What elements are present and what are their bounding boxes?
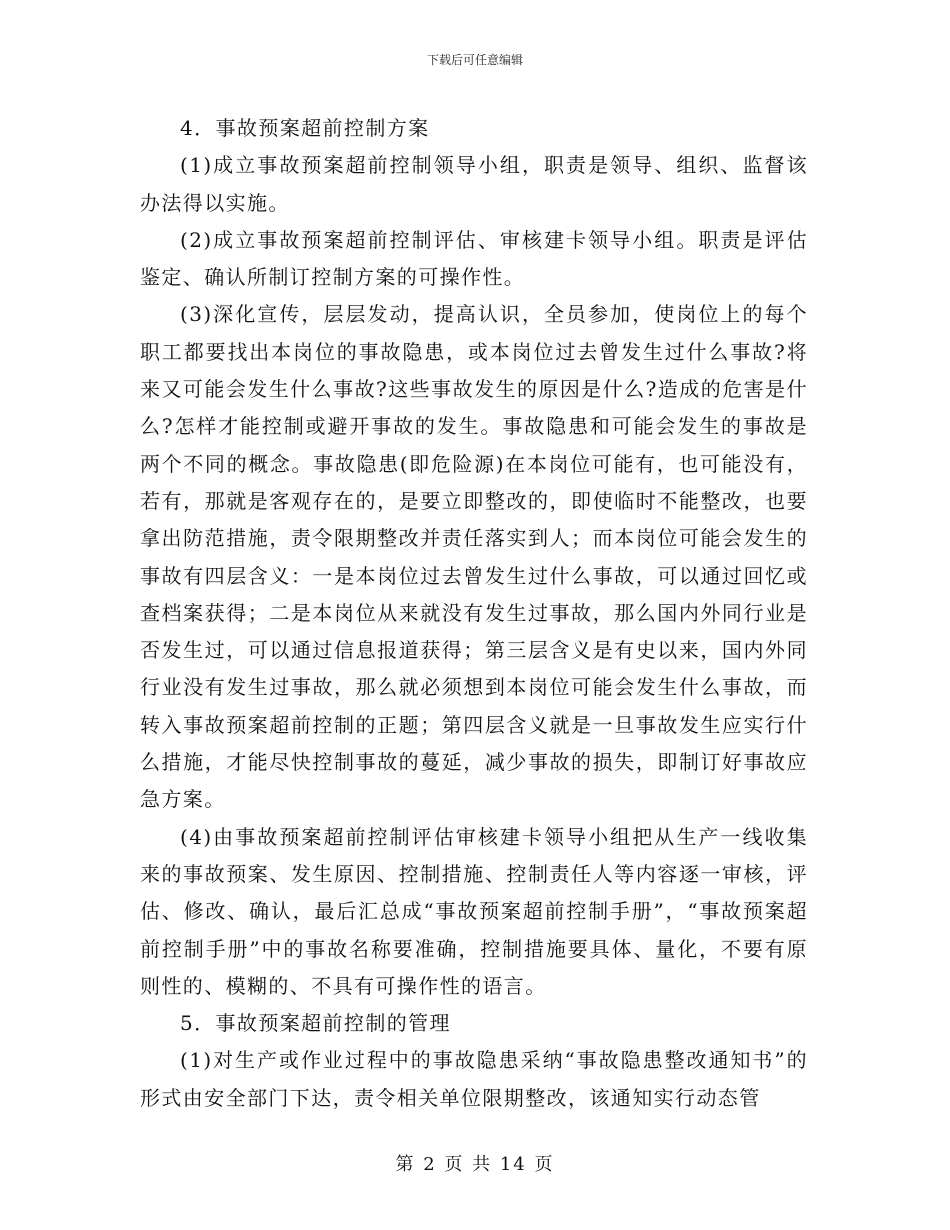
paragraph-4-4: (4)由事故预案超前控制评估审核建卡领导小组把从生产一线收集来的事故预案、发生原因、控制措施、控制责任人等内容逐一审核，评估、修改、确认，最后汇总成“事故预案超前控制手册”，“事故预案超前控制手册”中的事故名称要准确，控制措施要具体、量化，不要有原则性的、模糊的、不具有可操作性的语言。 [140, 824, 808, 998]
paragraph-4-1: (1)成立事故预案超前控制领导小组，职责是领导、组织、监督该办法得以实施。 [140, 153, 808, 215]
paragraph-5-1: (1)对生产或作业过程中的事故隐患采纳“事故隐患整改通知书”的形式由安全部门下达，责令相关单位限期整改，该通知实行动态管 [140, 1048, 808, 1110]
paragraph-4-3: (3)深化宣传，层层发动，提高认识，全员参加，使岗位上的每个职工都要找出本岗位的事故隐患，或本岗位过去曾发生过什么事故?将来又可能会发生什么事故?这些事故发生的原因是什么?造成的危害是什么?怎样才能控制或避开事故的发生。事故隐患和可能会发生的事故是两个不同的概念。事故隐患(即危险源)在本岗位可能有，也可能没有，若有，那就是客观存在的，是要立即整改的，即使临时不能整改，也要拿出防范措施，责令限期整改并责任落实到人；而本岗位可能会发生的事故有四层含义：一是本岗位过去曾发生过什么事故，可以通过回忆或查档案获得；二是本岗位从来就没有发生过事故，那么国内外同行业是否发生过，可以通过信息报道获得；第三层含义是有史以来，国内外同行业没有发生过事故，那么就必须想到本岗位可能会发生什么事故，而转入事故预案超前控制的正题；第四层含义就是一旦事故发生应实行什么措施，才能尽快控制事故的蔓延，减少事故的损失，即制订好事故应急方案。 [140, 302, 808, 812]
section-heading-4: 4．事故预案超前控制方案 [180, 116, 430, 140]
section-heading-5: 5．事故预案超前控制的管理 [180, 1011, 451, 1036]
page-header: 下载后可任意编辑 [426, 53, 523, 67]
document-body [140, 110, 808, 1117]
page-number-footer: 第 2 页 共 14 页 [395, 1154, 555, 1175]
paragraph-4-2: (2)成立事故预案超前控制评估、审核建卡领导小组。职责是评估鉴定、确认所制订控制方案的可操作性。 [140, 227, 808, 290]
